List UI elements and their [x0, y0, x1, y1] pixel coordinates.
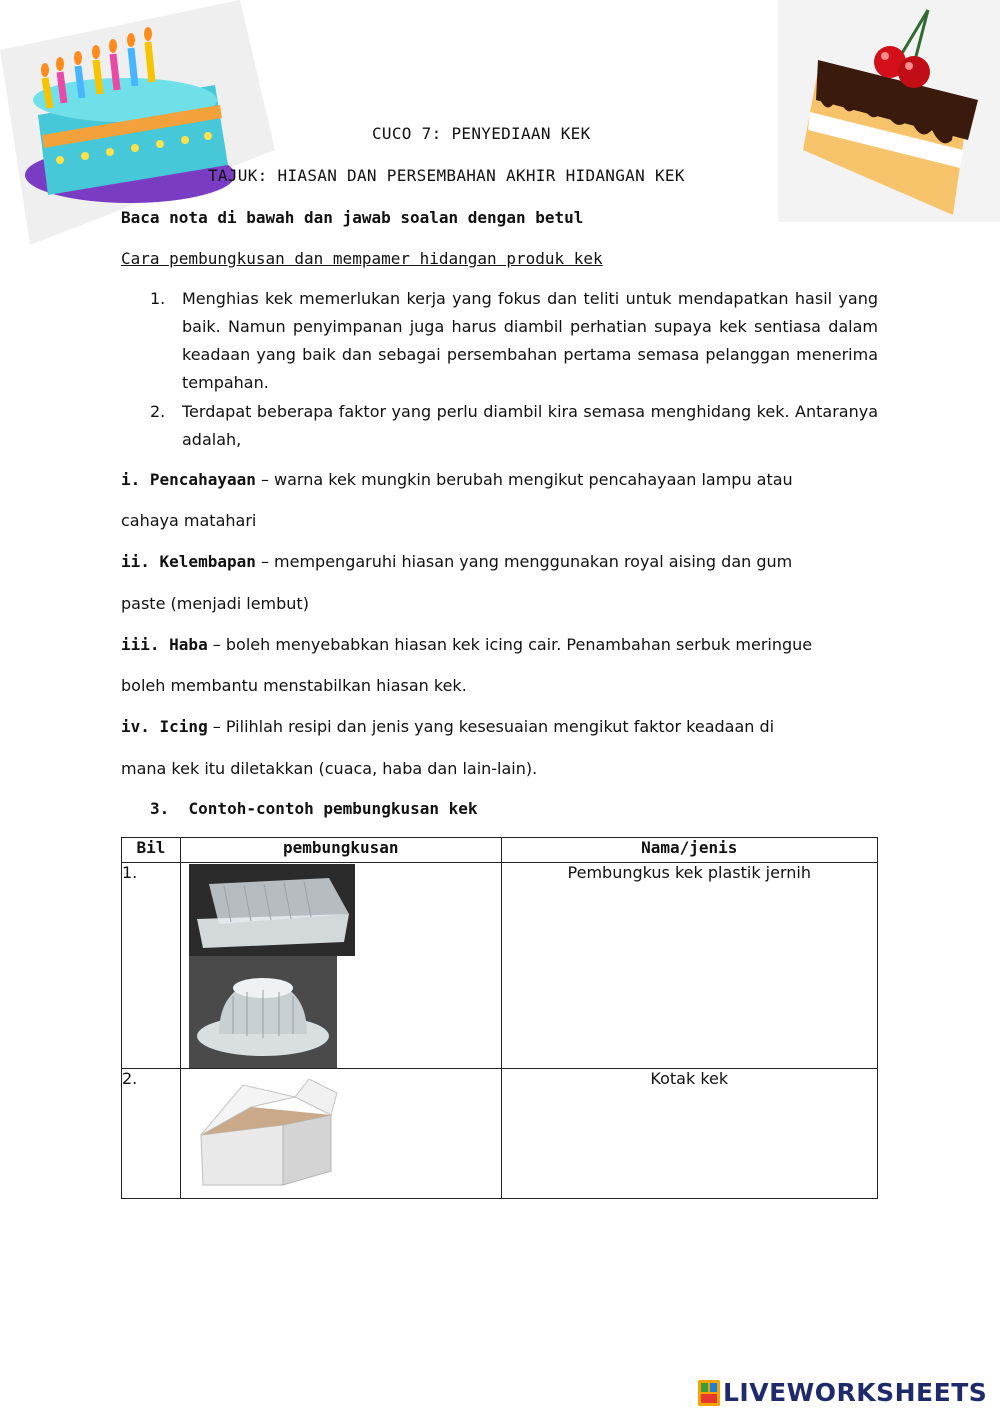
- row-image-cell: [180, 863, 501, 1069]
- row-name: Kotak kek: [501, 1069, 877, 1199]
- factor-pencahayaan-cont: cahaya matahari: [121, 511, 257, 530]
- factor-desc: – mempengaruhi hiasan yang menggunakan royal aising dan gum: [255, 552, 793, 571]
- page-title: CUCO 7: PENYEDIAAN KEK: [372, 124, 591, 143]
- row-bil: 1.: [122, 863, 181, 1069]
- table-header-row: [122, 838, 878, 863]
- factor-pencahayaan: [121, 470, 793, 489]
- row-name: Pembungkus kek plastik jernih: [501, 863, 877, 1069]
- page-subtitle: TAJUK: HIASAN DAN PERSEMBAHAN AKHIR HIDANGAN KEK: [208, 166, 685, 185]
- list-item-2: [150, 398, 878, 454]
- factor-desc: – boleh menyebabkan hiasan kek icing cair. Penambahan serbuk meringue: [207, 635, 813, 654]
- list-text: Menghias kek memerlukan kerja yang fokus dan teliti untuk mendapatkan hasil yang baik. Namun penyimpanan juga harus diambil perhatian supaya kek sentiasa dalam keadaan yang baik dan sebagai persembahan pertama semasa pelanggan menerima tempahan.: [182, 289, 878, 392]
- header-nama-jenis: Nama/jenis: [501, 838, 877, 863]
- list-number: 3.: [150, 799, 170, 818]
- round-plastic-dome-icon: [189, 956, 337, 1068]
- factor-kelembapan-cont: paste (menjadi lembut): [121, 594, 309, 613]
- list-item-1: [150, 285, 878, 397]
- factor-desc: – warna kek mungkin berubah mengikut pencahayaan lampu atau: [255, 470, 793, 489]
- factor-key: i. Pencahayaan: [121, 470, 256, 489]
- list-text: Terdapat beberapa faktor yang perlu diambil kira semasa menghidang kek. Antaranya adalah,: [182, 402, 878, 449]
- list-number: 1.: [150, 289, 166, 308]
- liveworksheets-logo: [698, 1378, 987, 1407]
- factor-icing-cont: mana kek itu diletakkan (cuaca, haba dan lain-lain).: [121, 759, 538, 778]
- factor-kelembapan: [121, 552, 792, 571]
- cake-box-icon: [191, 1075, 341, 1187]
- factor-key: iii. Haba: [121, 635, 208, 654]
- factor-key: iv. Icing: [121, 717, 208, 736]
- watermark-text: LIVEWORKSHEETS: [723, 1378, 988, 1407]
- factor-desc: – Pilihlah resipi dan jenis yang kesesuaian mengikut faktor keadaan di: [207, 717, 775, 736]
- factor-haba: [121, 635, 812, 654]
- list-number: 2.: [150, 402, 166, 421]
- factor-key: ii. Kelembapan: [121, 552, 256, 571]
- header-pembungkusan: pembungkusan: [180, 838, 501, 863]
- row-image-cell: [180, 1069, 501, 1199]
- logo-badge-icon: [698, 1380, 720, 1406]
- header-bil: Bil: [122, 838, 181, 863]
- plastic-container-icon: [189, 864, 355, 956]
- factor-icing: [121, 717, 774, 736]
- cake-slice-cherry-icon: [778, 0, 1000, 222]
- factor-haba-cont: boleh membantu menstabilkan hiasan kek.: [121, 676, 467, 695]
- table-row: [122, 863, 878, 1069]
- row-bil: 2.: [122, 1069, 181, 1199]
- table-row: [122, 1069, 878, 1199]
- section-heading: Cara pembungkusan dan mempamer hidangan produk kek: [121, 249, 603, 268]
- cake-slice-image: [778, 0, 1000, 222]
- list-text: Contoh-contoh pembungkusan kek: [188, 799, 478, 818]
- list-item-3: [150, 799, 478, 818]
- instruction-text: Baca nota di bawah dan jawab soalan dengan betul: [121, 208, 584, 227]
- packaging-table: [121, 837, 878, 1199]
